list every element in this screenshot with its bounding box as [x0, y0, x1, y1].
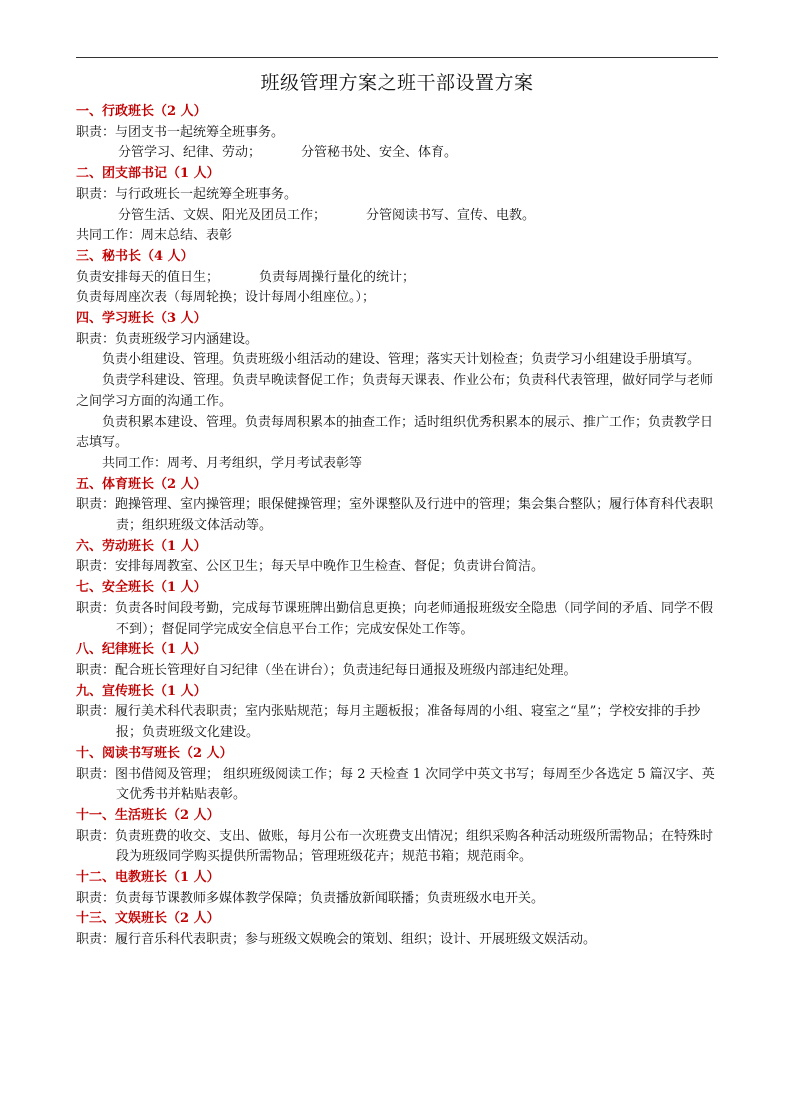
- paragraph: 负责小组建设、管理。负责班级小组活动的建设、管理；落实天计划检查；负责学习小组建设手册填写。: [102, 352, 701, 368]
- text-line: 分管生活、文娱、阳光及团员工作； 分管阅读书写、宣传、电教。: [118, 207, 536, 223]
- text-line: 共同工作：周末总结、表彰: [76, 228, 233, 244]
- duty-paragraph: 职责：配合班长管理好自习纪律（坐在讲台）；负责违纪每日通报及班级内部违纪处理。: [76, 662, 577, 678]
- text-line: 负责安排每天的值日生； 负责每周操行量化的统计；: [76, 269, 416, 285]
- duty-paragraph: 职责：跑操管理、室内操管理；眼保健操管理；室外课整队及行进中的管理；集会集合整队；履行体育科代表职责；组织班级文体活动等。: [76, 497, 714, 534]
- text-line: 职责：负责班级学习内涵建设。: [76, 331, 259, 347]
- section-heading: 十、阅读书写班长（2 人）: [76, 745, 233, 761]
- duty-paragraph: 职责：负责每节课教师多媒体教学保障；负责播放新闻联播；负责班级水电开关。: [76, 890, 545, 906]
- section-heading: 三、秘书长（4 人）: [76, 248, 194, 264]
- text-line: 负责每周座次表（每周轮换；设计每周小组座位。）；: [76, 290, 376, 306]
- section-heading: 十一、生活班长（2 人）: [76, 807, 220, 823]
- section-heading: 七、安全班长（1 人）: [76, 580, 207, 596]
- text-line: 分管学习、纪律、劳动； 分管秘书处、安全、体育。: [118, 145, 458, 161]
- text-line: 职责：与团支书一起统筹全班事务。: [76, 124, 285, 140]
- paragraph: 共同工作：周考、月考组织，学月考试表彰等: [102, 455, 363, 471]
- section-heading: 二、团支部书记（1 人）: [76, 166, 220, 182]
- duty-paragraph: 职责：负责各时间段考勤，完成每节课班牌出勤信息更换；向老师通报班级安全隐患（同学间的矛盾、同学不假不到）；督促同学完成安全信息平台工作；完成安保处工作等。: [76, 600, 714, 637]
- duty-paragraph: 职责：履行音乐科代表职责；参与班级文娱晚会的策划、组织；设计、开展班级文娱活动。: [76, 932, 597, 948]
- text-line: 职责：与行政班长一起统筹全班事务。: [76, 186, 298, 202]
- section-heading: 六、劳动班长（1 人）: [76, 538, 207, 554]
- section-heading: 十二、电教班长（1 人）: [76, 870, 220, 886]
- document-body: [76, 102, 718, 951]
- section-heading: 五、体育班长（2 人）: [76, 476, 207, 492]
- section-heading: 八、纪律班长（1 人）: [76, 642, 207, 658]
- section-heading: 四、学习班长（3 人）: [76, 311, 207, 327]
- paragraph: 负责学科建设、管理。负责早晚读督促工作；负责每天课表、作业公布；负责科代表管理，做好同学与老师之间学习方面的沟通工作。: [76, 373, 714, 409]
- duty-paragraph: 职责：履行美术科代表职责；室内张贴规范；每月主题板报；准备每周的小组、寝室之“星”；学校安排的手抄报；负责班级文化建设。: [76, 704, 701, 741]
- duty-paragraph: 职责：安排每周教室、公区卫生；每天早中晚作卫生检查、督促；负责讲台简洁。: [76, 559, 545, 575]
- header-rule: [76, 57, 718, 58]
- page-title: 班级管理方案之班干部设置方案: [260, 72, 534, 94]
- duty-paragraph: 职责：负责班费的收交、支出、做账，每月公布一次班费支出情况；组织采购各种活动班级所需物品；在特殊时段为班级同学购买提供所需物品；管理班级花卉；规范书箱；规范雨伞。: [76, 828, 714, 865]
- section-heading: 九、宣传班长（1 人）: [76, 683, 207, 699]
- section-heading: 一、行政班长（2 人）: [76, 104, 207, 119]
- paragraph: 负责积累本建设、管理。负责每周积累本的抽查工作；适时组织优秀积累本的展示、推广工作；负责教学日志填写。: [76, 414, 714, 451]
- section-heading: 十三、文娱班长（2 人）: [76, 911, 220, 927]
- duty-paragraph: 职责：图书借阅及管理； 组织班级阅读工作；每 2 天检查 1 次同学中英文书写；每周至少各选定 5 篇汉字、英文优秀书并粘贴表彰。: [76, 766, 715, 803]
